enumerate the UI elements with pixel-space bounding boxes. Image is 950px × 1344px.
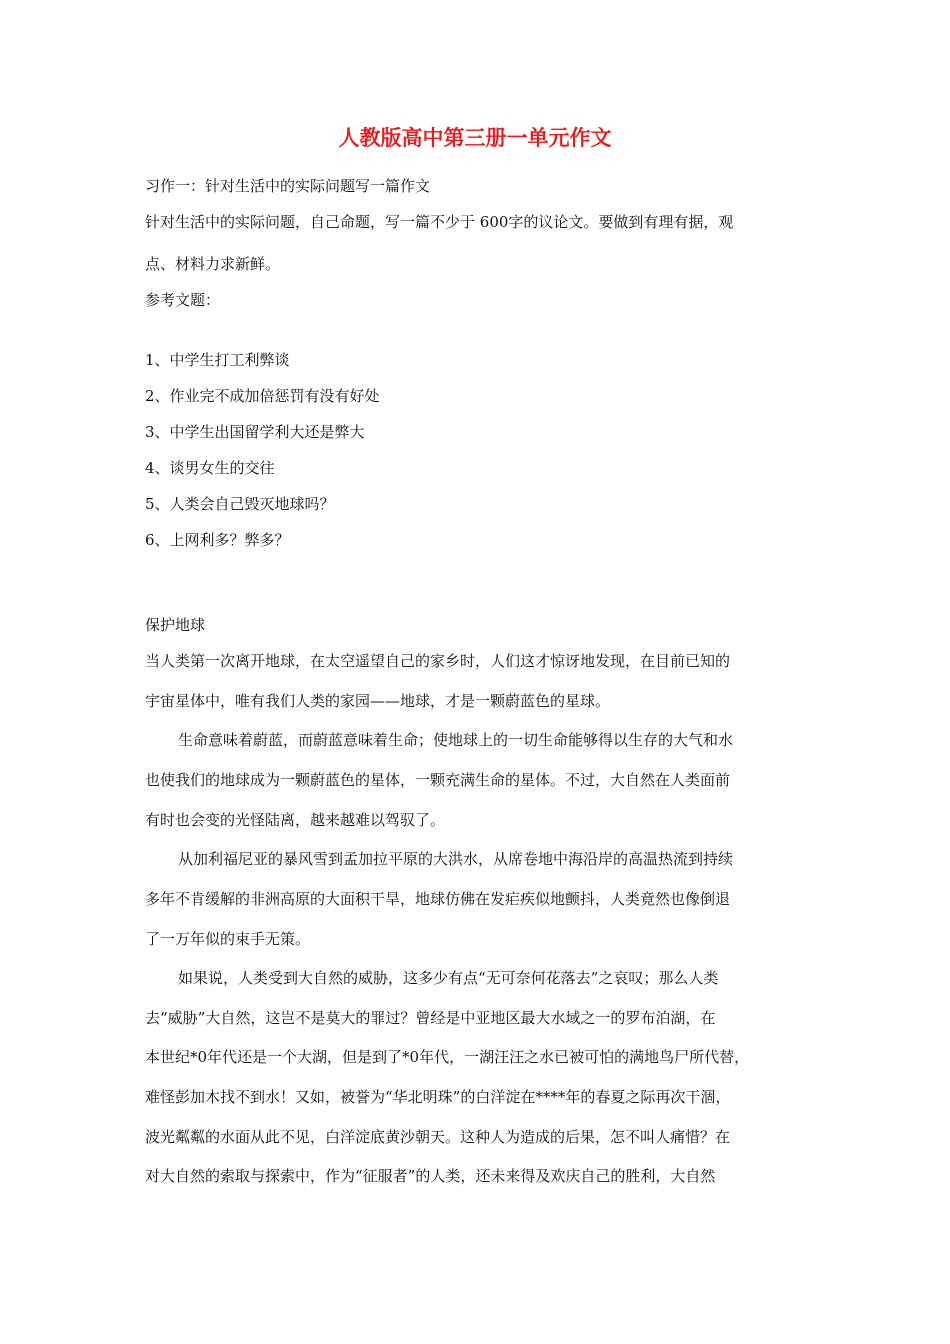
essay-line: 当人类第一次离开地球，在太空遥望自己的家乡时，人们这才惊讶地发现，在目前已知的 — [145, 652, 731, 670]
essay-line: 有时也会变的光怪陆离，越来越难以驾驭了。 — [145, 811, 446, 829]
topic-item: 5、人类会自己毁灭地球吗？ — [145, 495, 335, 513]
exercise-heading: 习作一：针对生活中的实际问题写一篇作文 — [145, 177, 431, 195]
essay-line: 从加利福尼亚的暴风雪到孟加拉平原的大洪水，从席卷地中海沿岸的高温热流到持续 — [178, 850, 734, 868]
essay-line: 多年不肯缓解的非洲高原的大面积干旱，地球仿佛在发疟疾似地颤抖，人类竟然也像倒退 — [145, 890, 731, 908]
instruction-line: 点、材料力求新鲜。 — [145, 255, 281, 273]
essay-line: 波光粼粼的水面从此不见，白洋淀底黄沙朝天。这种人为造成的后果，怎不叫人痛惜？在 — [145, 1128, 731, 1146]
essay-title: 保护地球 — [145, 616, 206, 634]
essay-line: 本世纪*0年代还是一个大湖，但是到了*0年代，一湖汪汪之水已被可怕的满地鸟尸所代替， — [145, 1048, 750, 1066]
topic-item: 2、作业完不成加倍惩罚有没有好处 — [145, 387, 380, 405]
essay-line: 去“威胁”大自然，这岂不是莫大的罪过？曾经是中亚地区最大水域之一的罗布泊湖，在 — [145, 1009, 716, 1027]
topics-heading: 参考文题： — [145, 291, 221, 309]
essay-line: 如果说，人类受到大自然的威胁，这多少有点“无可奈何花落去”之哀叹；那么人类 — [178, 969, 719, 987]
topic-item: 4、谈男女生的交往 — [145, 459, 275, 477]
essay-line: 也使我们的地球成为一颗蔚蓝色的星体，一颗充满生命的星体。不过，大自然在人类面前 — [145, 771, 731, 789]
topic-item: 6、上网利多？弊多？ — [145, 531, 290, 549]
topic-item: 3、中学生出国留学利大还是弊大 — [145, 423, 365, 441]
essay-line: 了一万年似的束手无策。 — [145, 930, 311, 948]
essay-line: 宇宙星体中，唯有我们人类的家园——地球，才是一颗蔚蓝色的星球。 — [145, 692, 611, 710]
essay-line: 难怪彭加木找不到水！又如，被誉为“华北明珠”的白洋淀在****年的春夏之际再次干涸， — [145, 1088, 731, 1106]
essay-line: 生命意味着蔚蓝，而蔚蓝意味着生命；使地球上的一切生命能够得以生存的大气和水 — [178, 731, 734, 749]
instruction-line: 针对生活中的实际问题，自己命题，写一篇不少于 600字的议论文。要做到有理有据，观 — [145, 213, 734, 231]
document-title: 人教版高中第三册一单元作文 — [338, 125, 612, 150]
essay-line: 对大自然的索取与探索中，作为“征服者”的人类，还未来得及欢庆自己的胜利，大自然 — [145, 1167, 716, 1185]
topic-item: 1、中学生打工利弊谈 — [145, 351, 290, 369]
